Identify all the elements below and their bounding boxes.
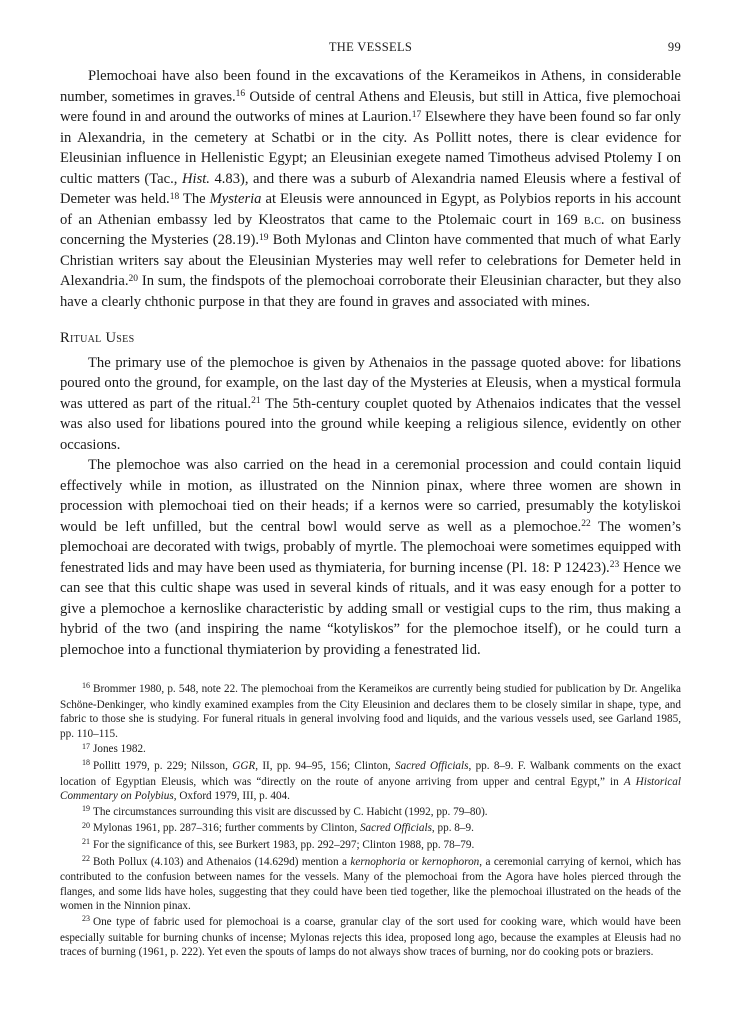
italic-text: kernophoron bbox=[421, 855, 480, 868]
footnote-number: 21 bbox=[82, 837, 90, 847]
footnote-text: Pollitt 1979, p. 229; Nilsson, bbox=[93, 759, 233, 772]
text-run: The bbox=[179, 191, 210, 207]
footnote-text: , Oxford 1979, III, p. 404. bbox=[173, 790, 290, 803]
text-run: Outside of central Athens and Eleusis, but still in Attica, five plemochoai were found in and around the outworks of mines at Laurion. bbox=[60, 88, 681, 125]
footnote-ref-20: 20 bbox=[128, 273, 138, 284]
italic-text: Sacred Officials bbox=[359, 822, 432, 835]
footnote-text: , a ceremonial carrying of kernoi, which has contributed to the confusion between names for the vessels. Many of the plemochoai from the Agora have holes pierced through the flanges, and some lids have holes, suggesting that they could have been tied together, like the plemochoai illustrated on the heads of the women in the Ninnion pinax. bbox=[60, 855, 681, 913]
footnotes bbox=[60, 682, 681, 960]
footnote-17 bbox=[60, 742, 681, 758]
footnote-text: , II, pp. 94–95, 156; Clinton, bbox=[255, 759, 396, 772]
text-run: In sum, the findspots of the plemochoai corroborate their Eleusinian character, but they also have a clearly chthonic purpose in that they are found in graves and associated with mines. bbox=[60, 273, 681, 310]
footnote-ref-22: 22 bbox=[581, 519, 591, 530]
footnote-ref-17: 17 bbox=[411, 109, 422, 120]
footnote-number: 18 bbox=[82, 758, 90, 768]
footnote-21 bbox=[60, 838, 681, 854]
italic-text: A Historical Commentary on Polybius bbox=[60, 775, 681, 803]
running-title: THE VESSELS bbox=[328, 40, 413, 54]
italic-text: Sacred Officials bbox=[395, 759, 469, 772]
footnote-number: 16 bbox=[82, 681, 90, 691]
italic-text: kernophoria bbox=[350, 855, 406, 868]
footnote-20 bbox=[60, 821, 681, 837]
italic-text: Mysteria bbox=[209, 191, 262, 207]
footnote-ref-23: 23 bbox=[609, 560, 620, 571]
paragraph-findspots bbox=[60, 66, 681, 312]
footnote-text: The circumstances surrounding this visit are discussed by C. Habicht (1992, pp. 79–80). bbox=[93, 805, 488, 818]
text-run: 4.83), and there was a suburb of Alexandria named Eleusis where a festival of Demeter was held. bbox=[60, 170, 681, 207]
footnote-text: Jones 1982. bbox=[93, 743, 146, 756]
footnote-18 bbox=[60, 759, 681, 804]
text-run: Plemochoai have also been found in the excavations of the Kerameikos in Athens, in considerable number, sometimes in graves. bbox=[60, 68, 681, 105]
small-caps-text: b.c. bbox=[583, 211, 605, 228]
text-run: at Eleusis were announced in Egypt, as Polybios reports in his account of an Athenian embassy led by Kleostratos that came to the Ptolemaic court in 169 bbox=[60, 191, 681, 228]
footnote-ref-19: 19 bbox=[259, 232, 269, 243]
italic-text: Hist. bbox=[181, 170, 210, 187]
footnote-ref-18: 18 bbox=[169, 191, 180, 202]
footnote-number: 22 bbox=[82, 853, 90, 863]
footnote-text: , pp. 8–9. bbox=[431, 822, 474, 835]
footnote-16 bbox=[60, 682, 681, 741]
text-run: Elsewhere they have been found so far only in Alexandria, in the cemetery at Schatbi or in the city. As Pollitt notes, there is clear evidence for Eleusinian influence in Hellenistic Egypt; an Eleusinian exegete named Timotheus advised Ptolemy I on cultic matters (Tac., bbox=[60, 109, 681, 187]
section-heading: Ritual Uses bbox=[60, 330, 135, 346]
paragraph-primary-use bbox=[60, 353, 681, 456]
footnote-text: One type of fabric used for plemochoai is a coarse, granular clay of the sort used for cooking ware, which would have been especially suitable for burning chunks of incense; Mylonas rejects this idea, proposed long ago, because the examples at Eleusis had no traces of burning (1961, p. 222). Yet even the spouts of lamps do not always show traces of burning, nor do cooking pots or braziers. bbox=[60, 915, 681, 959]
paragraph-procession bbox=[60, 455, 681, 660]
footnote-19 bbox=[60, 805, 681, 821]
footnote-ref-16: 16 bbox=[235, 89, 246, 100]
footnote-text: For the significance of this, see Burkert 1983, pp. 292–297; Clinton 1988, pp. 78–79. bbox=[93, 838, 475, 851]
text-run: on business concerning the Mysteries (28.19). bbox=[60, 211, 681, 248]
footnote-text: Both Pollux (4.103) and Athenaios (14.629d) mention a bbox=[93, 855, 351, 868]
body-text bbox=[60, 66, 681, 660]
footnote-text: Mylonas 1961, pp. 287–316; further comments by Clinton, bbox=[93, 822, 360, 835]
text-run: The primary use of the plemochoe is given by Athenaios in the passage quoted above: for libations poured onto the ground, for example, on the last day of the Mysteries at Eleusis, when a mystical formula was uttered as part of the ritual. bbox=[60, 354, 681, 412]
text-run: Hence we can see that this cultic shape was used in several kinds of rituals, and it was easy enough for a potter to give a plemochoe a kernoslike characteristic by adding small or vestigial cups to the rim, thus making a hybrid of the two (and inspiring the name “kotyliskos” for the plemochoe itself), or he could turn a plemochoe into a functional thymiaterion by providing a fenestrated lid. bbox=[60, 559, 681, 658]
footnote-text: or bbox=[405, 855, 422, 868]
text-run: Both Mylonas and Clinton have commented that much of what Early Christian writers say about the Eleusinian Mysteries may well refer to celebrations for Demeter held in Alexandria. bbox=[60, 232, 681, 289]
text-run: The plemochoe was also carried on the head in a ceremonial procession and could contain liquid effectively while in motion, as illustrated on the Ninnion pinax, where three women are shown in procession with plemochoai tied on their heads; if a kernos were so carried, presumably the kotyliskoi would be left unfilled, but the central bowl would serve as well as a plemochoe. bbox=[60, 457, 681, 535]
footnote-22 bbox=[60, 855, 681, 914]
footnote-text: Brommer 1980, p. 548, note 22. The plemochoai from the Kerameikos are currently being studied for publication by Dr. Angelika Schöne-Denkinger, who kindly examined examples from the City Eleusinion and declares them to be closely similar in shape, type, and fabric to those she is studying. For funeral rituals in general involving food and liquids, and the various vessels used, see Garland 1985, pp. 110–115. bbox=[60, 683, 681, 740]
footnote-number: 17 bbox=[82, 741, 90, 751]
footnote-text: , pp. 8–9. F. Walbank comments on the exact location of Egyptian Eleusis, which was “directly on the route of anyone arriving from upper and central Egypt,” in bbox=[60, 759, 682, 788]
footnote-ref-21: 21 bbox=[251, 396, 261, 407]
page-number: 99 bbox=[667, 40, 681, 54]
page bbox=[60, 38, 681, 961]
text-run: The 5th-century couplet quoted by Athenaios indicates that the vessel was also used for libations poured into the ground while keeping a religious silence, evidently on other occasions. bbox=[60, 395, 681, 453]
footnote-number: 23 bbox=[82, 914, 90, 924]
text-run: The women’s plemochoai are decorated with twigs, probably of myrtle. The plemochoai were sometimes equipped with fenestrated lids and may have been used as thymiateria, for burning incense (Pl. 18: P 12423). bbox=[60, 518, 681, 576]
footnote-number: 20 bbox=[82, 820, 90, 830]
footnote-23 bbox=[60, 915, 681, 960]
italic-text: GGR bbox=[232, 759, 256, 772]
footnote-number: 19 bbox=[82, 804, 90, 814]
running-head bbox=[60, 38, 681, 58]
